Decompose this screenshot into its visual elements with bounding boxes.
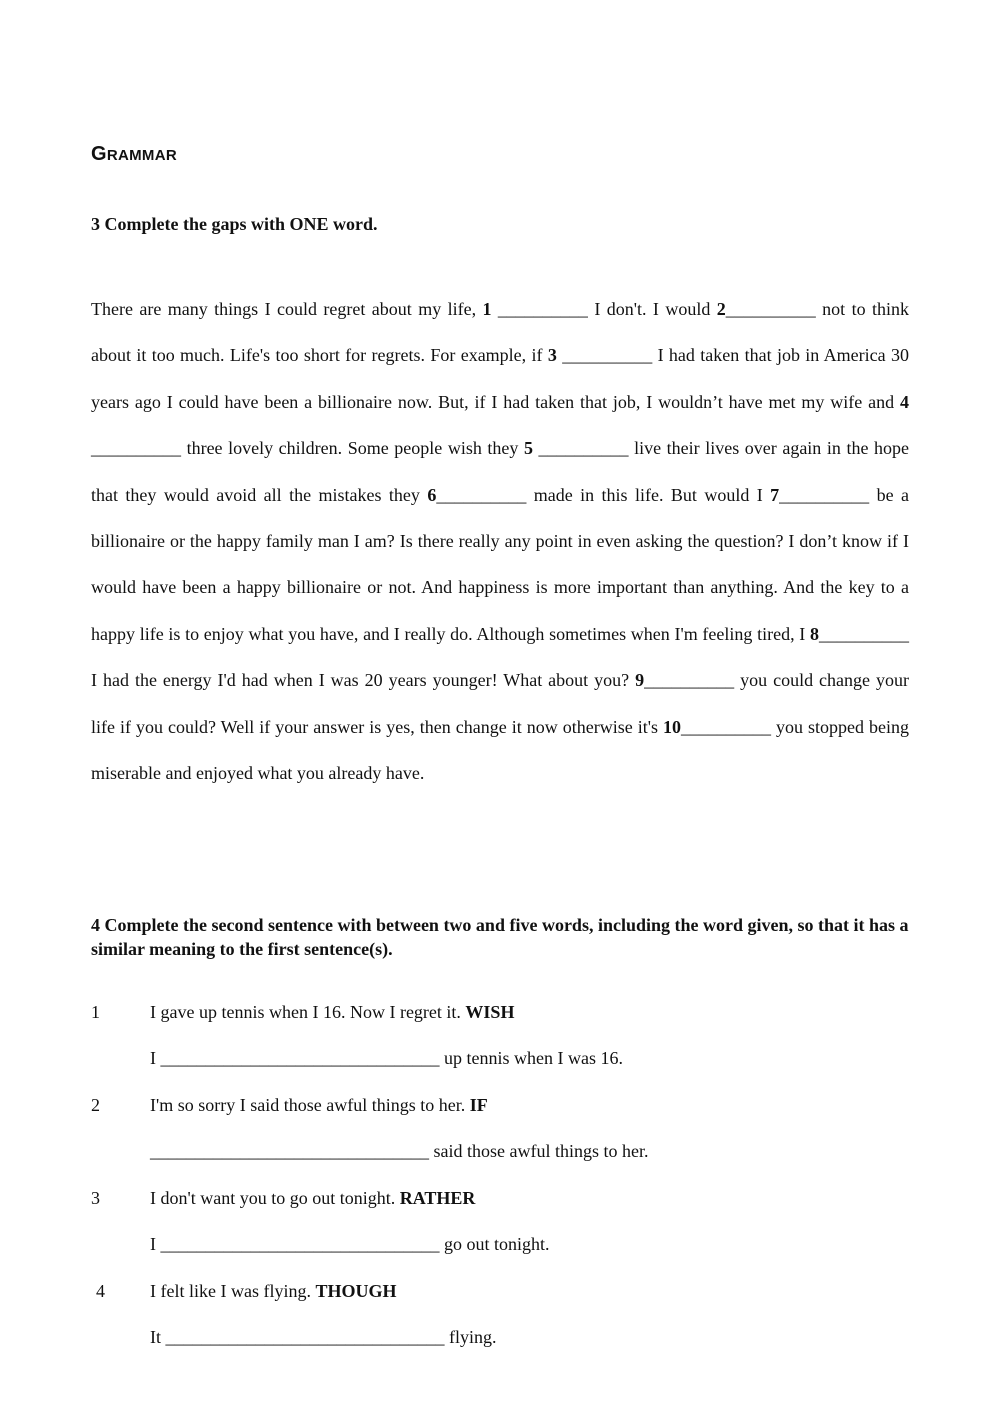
gap-number-6: 6 xyxy=(427,484,437,505)
item-1-keyword: WISH xyxy=(465,1002,515,1022)
item-2-answer-line[interactable]: _______________________________ said those awful things to her. xyxy=(150,1141,649,1161)
item-2-keyword: IF xyxy=(469,1095,488,1115)
gap-number-1: 1 xyxy=(482,299,492,319)
gap-number-2: 2 xyxy=(716,299,726,319)
item-1-sentence xyxy=(150,1002,514,1023)
passage-text: __________ I had the energy I'd had when I was 20 years younger! What about you? xyxy=(91,623,909,691)
item-3-keyword: RATHER xyxy=(399,1188,476,1208)
gap-number-7: 7 xyxy=(770,484,780,505)
gap-number-4: 4 xyxy=(900,391,909,412)
passage-text: __________ live their lives over again in the hope that they would avoid all the mistakes they xyxy=(91,438,909,505)
item-4-sentence xyxy=(150,1281,396,1302)
passage-text: __________ I had taken that job in America 30 years ago I could have been a billionaire now. But, if I had taken that job, I wouldn’t have met my wife and xyxy=(91,345,909,412)
passage-text: __________ three lovely children. Some people wish they xyxy=(91,438,524,459)
section-title xyxy=(91,143,177,166)
passage-text: __________ you could change your life if you could? Well if your answer is yes, then change it now otherwise it's xyxy=(91,670,909,737)
item-2-sentence xyxy=(150,1095,488,1116)
item-4-answer-line[interactable]: It _______________________________ flying. xyxy=(150,1327,497,1347)
exercise-4-instruction: 4 Complete the second sentence with between two and five words, including the word given, so that it has a similar meaning to the first sentence(s). xyxy=(91,915,909,959)
item-2-number: 2 xyxy=(91,1095,100,1115)
exercise-3-instruction: 3 Complete the gaps with ONE word. xyxy=(91,214,378,234)
passage-text: There are many things I could regret about my life, xyxy=(91,299,483,319)
item-1-sentence-text: I gave up tennis when I 16. Now I regret it. xyxy=(150,1002,466,1022)
item-3-answer-line[interactable]: I _______________________________ go out tonight. xyxy=(150,1234,550,1254)
gap-number-5: 5 xyxy=(523,438,533,459)
passage-text: __________ you stopped being miserable and enjoyed what you already have. xyxy=(91,716,909,784)
item-1-answer-line[interactable]: I _______________________________ up tennis when I was 16. xyxy=(150,1048,623,1068)
item-2-sentence-text: I'm so sorry I said those awful things to her. xyxy=(150,1095,470,1115)
passage-text: __________ made in this life. But would I xyxy=(436,484,771,505)
passage-text: __________ not to think about it too much. Life's too short for regrets. For example, if xyxy=(91,299,909,366)
item-4-sentence-text: I felt like I was flying. xyxy=(150,1281,316,1301)
item-4-keyword: THOUGH xyxy=(315,1281,397,1301)
section-title-initial: G xyxy=(91,143,107,165)
section-title-rest: RAMMAR xyxy=(106,147,177,164)
exercise-3-passage xyxy=(91,286,909,796)
gap-number-8: 8 xyxy=(810,623,819,644)
passage-text: __________ I don't. I would xyxy=(491,299,717,319)
gap-number-9: 9 xyxy=(635,670,645,691)
item-4-number: 4 xyxy=(96,1281,105,1301)
item-3-sentence-text: I don't want you to go out tonight. xyxy=(150,1188,400,1208)
passage-text: __________ be a billionaire or the happy family man I am? Is there really any point in even asking the question? I don’t know if I would have been a happy billionaire or not. And happiness is more important than anything. And the key to a happy life is to enjoy what you have, and I really do. Although sometimes when I'm feeling tired, I xyxy=(91,484,909,644)
item-3-number: 3 xyxy=(91,1188,100,1208)
gap-number-10: 10 xyxy=(662,716,681,737)
item-3-sentence xyxy=(150,1188,475,1209)
item-1-number: 1 xyxy=(91,1002,100,1022)
gap-number-3: 3 xyxy=(547,345,557,366)
